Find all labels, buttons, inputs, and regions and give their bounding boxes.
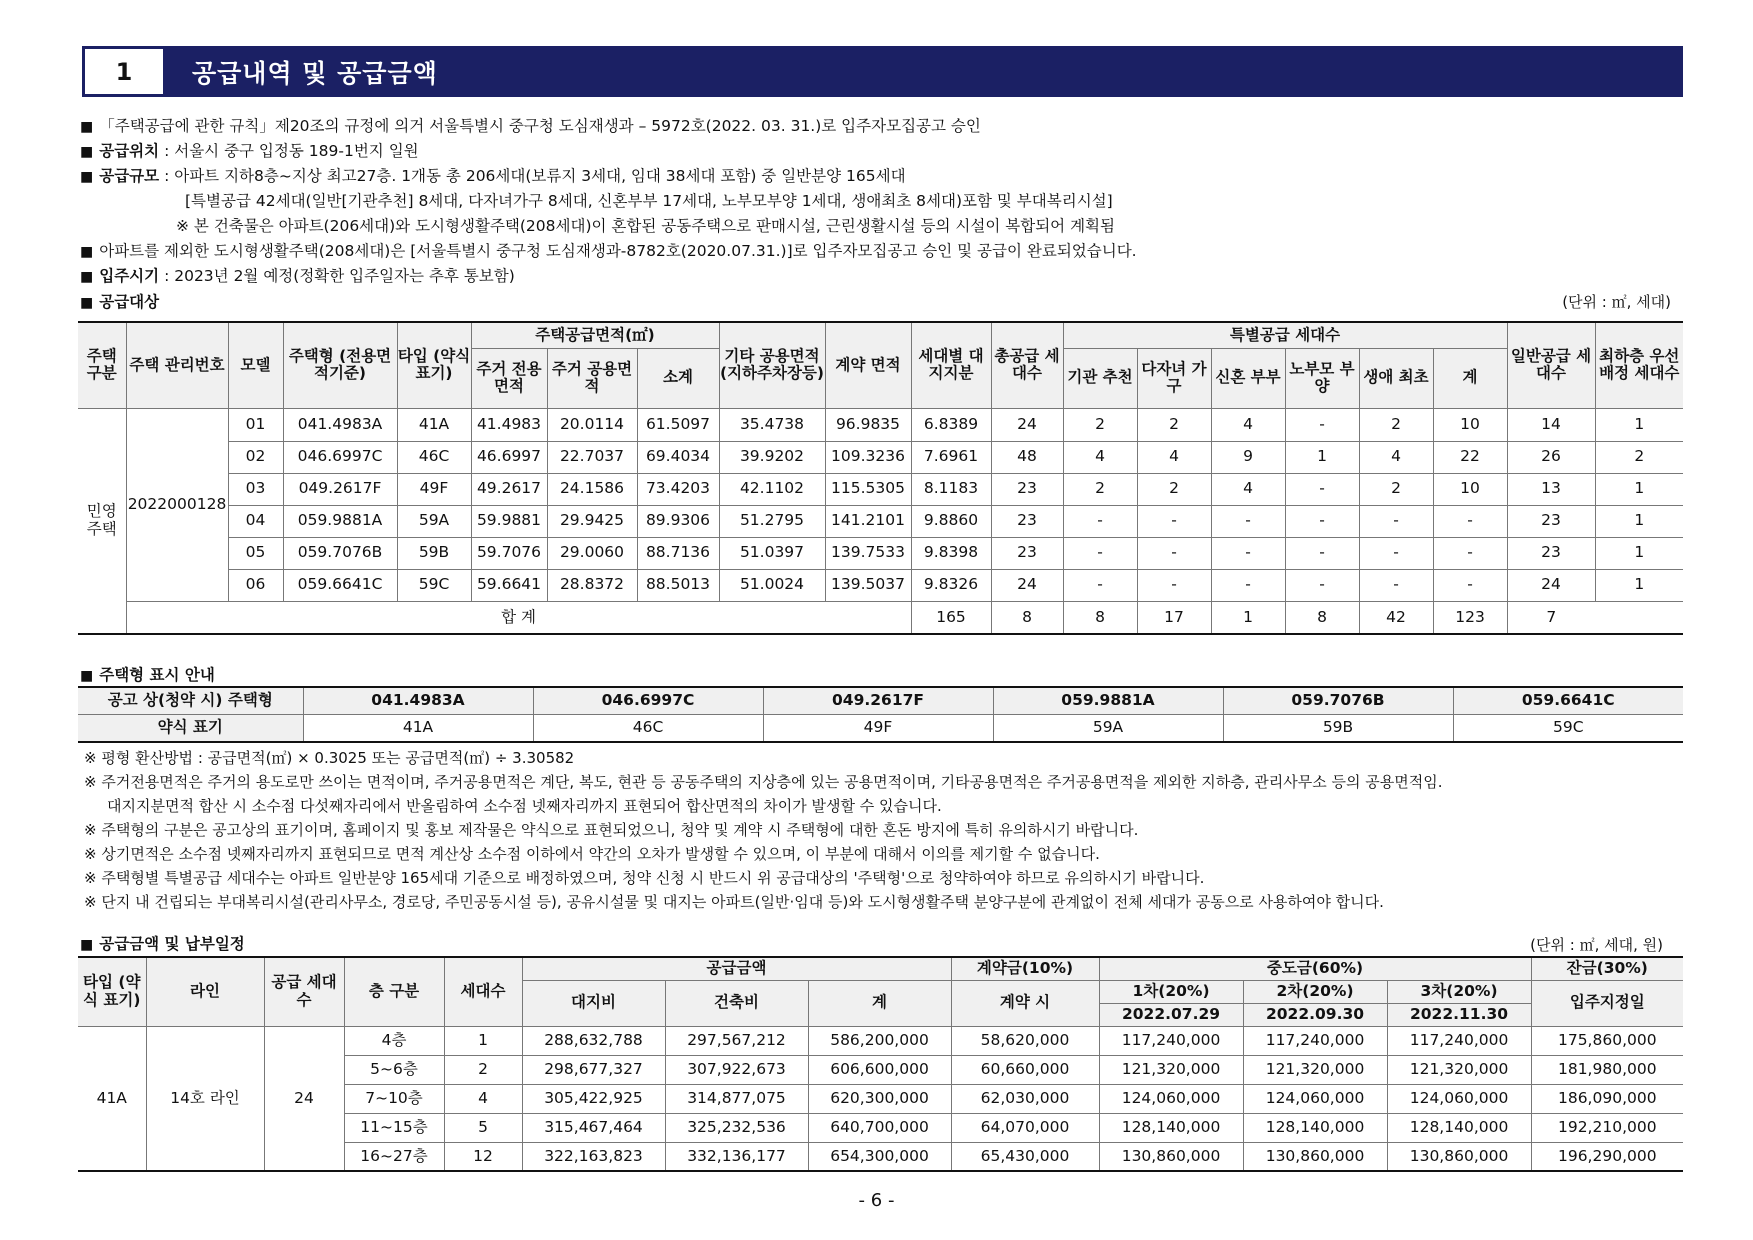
mgmt-no-cell: 2022000128 — [126, 408, 228, 601]
cell: 175,860,000 — [1531, 1026, 1683, 1055]
cell: 059.9881A — [993, 687, 1223, 715]
cell: 59C — [1453, 715, 1683, 743]
th-housing-type: 주택 구분 — [78, 322, 126, 408]
cell: 128,140,000 — [1243, 1113, 1387, 1142]
cell: 141.2101 — [825, 505, 911, 537]
cell: 1 — [1595, 537, 1683, 569]
cell: 5~6층 — [344, 1055, 444, 1084]
cell: 1 — [1595, 569, 1683, 601]
cell: - — [1137, 537, 1211, 569]
cell: 332,136,177 — [665, 1142, 808, 1171]
cell: 4 — [1211, 473, 1285, 505]
cell: 17 — [1137, 601, 1211, 634]
cell: 59A — [993, 715, 1223, 743]
cell: 117,240,000 — [1243, 1026, 1387, 1055]
cell: 59B — [1223, 715, 1453, 743]
th-middle-2: 2차(20%) — [1243, 980, 1387, 1003]
cell: 288,632,788 — [522, 1026, 665, 1055]
cell: 28.8372 — [547, 569, 637, 601]
cell: 4층 — [344, 1026, 444, 1055]
cell: 046.6997C — [533, 687, 763, 715]
cell: 59.7076 — [471, 537, 547, 569]
th-multi: 다자녀 가구 — [1137, 348, 1211, 408]
cell: 322,163,823 — [522, 1142, 665, 1171]
intro-line-2: ■ 공급위치 : 서울시 중구 입정동 189-1번지 일원 — [80, 142, 419, 160]
cell: 059.7076B — [283, 537, 397, 569]
cell: 049.2617F — [763, 687, 993, 715]
cell: 22.7037 — [547, 441, 637, 473]
cell: 42 — [1359, 601, 1433, 634]
cell: - — [1063, 537, 1137, 569]
cell: 2 — [1359, 473, 1433, 505]
cell: 41.4983 — [471, 408, 547, 441]
cell: 48 — [991, 441, 1063, 473]
section-title: 공급내역 및 공급금액 — [192, 58, 438, 88]
cell: 7 — [1507, 601, 1595, 634]
th-line: 라인 — [146, 957, 264, 1026]
table-row — [78, 441, 1683, 473]
cell: 139.5037 — [825, 569, 911, 601]
cell: 586,200,000 — [808, 1026, 951, 1055]
cell: 041.4983A — [303, 687, 533, 715]
cell: - — [1285, 569, 1359, 601]
price-title: ■ 공급금액 및 납부일정 — [80, 935, 245, 953]
table-row — [78, 473, 1683, 505]
cell: - — [1063, 505, 1137, 537]
cell: 8.1183 — [911, 473, 991, 505]
cell: 20.0114 — [547, 408, 637, 441]
square-bullet-icon: ■ — [80, 295, 94, 311]
cell: 12 — [444, 1142, 522, 1171]
page-number: - 6 - — [858, 1190, 895, 1211]
cell: 69.4034 — [637, 441, 719, 473]
th-first: 생애 최초 — [1359, 348, 1433, 408]
th-households: 세대수 — [444, 957, 522, 1026]
square-bullet-icon: ■ — [80, 269, 94, 285]
cell: 2 — [1137, 473, 1211, 505]
cell: 117,240,000 — [1387, 1026, 1531, 1055]
price-type-cell: 41A — [78, 1026, 146, 1171]
th-contract-area: 계약 면적 — [825, 322, 911, 408]
cell: 60,660,000 — [951, 1055, 1099, 1084]
intro-line-6: ■ 아파트를 제외한 도시형생활주택(208세대)은 [서울특별시 중구청 도심재생과-8782호(2020.07.31.)]로 입주자모집공고 승인 및 공급이 완료되었습니다. — [80, 242, 1137, 260]
cell: 13 — [1507, 473, 1595, 505]
cell: 23 — [991, 537, 1063, 569]
cell: 2 — [1063, 473, 1137, 505]
cell: 4 — [1063, 441, 1137, 473]
cell: 196,290,000 — [1531, 1142, 1683, 1171]
th-floor: 층 구분 — [344, 957, 444, 1026]
intro-line-7: ■ 입주시기 : 2023년 2월 예정(정확한 입주일자는 추후 통보함) — [80, 267, 515, 285]
cell: - — [1433, 569, 1507, 601]
th-total-supply: 총공급 세대수 — [991, 322, 1063, 408]
th-building-cost: 건축비 — [665, 980, 808, 1026]
table-row — [78, 569, 1683, 601]
square-bullet-icon: ■ — [80, 244, 94, 260]
cell: 2 — [1137, 408, 1211, 441]
cell: 59.6641 — [471, 569, 547, 601]
cell: - — [1285, 505, 1359, 537]
cell: 05 — [228, 537, 283, 569]
th-middle-group: 중도금(60%) — [1099, 957, 1531, 980]
th-middle-3-date: 2022.11.30 — [1387, 1003, 1531, 1026]
cell: 96.9835 — [825, 408, 911, 441]
cell: - — [1359, 537, 1433, 569]
th-middle-3: 3차(20%) — [1387, 980, 1531, 1003]
cell: 41A — [303, 715, 533, 743]
cell: - — [1433, 505, 1507, 537]
table-row — [78, 1026, 1683, 1055]
cell: - — [1211, 569, 1285, 601]
cell: 314,877,075 — [665, 1084, 808, 1113]
cell: 307,922,673 — [665, 1055, 808, 1084]
cell: 9.8398 — [911, 537, 991, 569]
th-private-area: 주거 전용면적 — [471, 348, 547, 408]
cell: 8 — [1063, 601, 1137, 634]
cell: 51.0024 — [719, 569, 825, 601]
cell: 11~15층 — [344, 1113, 444, 1142]
cell: 2 — [1359, 408, 1433, 441]
guide-row1-label: 공고 상(청약 시) 주택형 — [78, 687, 303, 715]
cell: 165 — [911, 601, 991, 634]
note-line: ※ 단지 내 건립되는 부대복리시설(관리사무소, 경로당, 주민공동시설 등), 공유시설물 및 대지는 아파트(일반·임대 등)와 도시형생활주택 분양구분에 관계없이 전체 세대가 공동으로 사용하여야 합니다. — [84, 893, 1384, 911]
cell: 1 — [1595, 473, 1683, 505]
note-line: 대지지분면적 합산 시 소수점 다섯째자리에서 반올림하여 소수점 넷째자리까지 표현되어 합산면적의 차이가 발생할 수 있습니다. — [107, 797, 942, 815]
cell: 1 — [1211, 601, 1285, 634]
cell: 24 — [991, 408, 1063, 441]
th-middle-1-date: 2022.07.29 — [1099, 1003, 1243, 1026]
cell: 192,210,000 — [1531, 1113, 1683, 1142]
th-land-share: 세대별 대지지분 — [911, 322, 991, 408]
cell: 121,320,000 — [1243, 1055, 1387, 1084]
cell: 59.9881 — [471, 505, 547, 537]
cell: 130,860,000 — [1243, 1142, 1387, 1171]
cell: 35.4738 — [719, 408, 825, 441]
cell: - — [1211, 537, 1285, 569]
cell: - — [1137, 505, 1211, 537]
cell: 1 — [1285, 441, 1359, 473]
guide-title: ■ 주택형 표시 안내 — [80, 666, 215, 684]
th-balance: 입주지정일 — [1531, 980, 1683, 1026]
cell: 42.1102 — [719, 473, 825, 505]
th-price-sum: 계 — [808, 980, 951, 1026]
th-mgmt-no: 주택 관리번호 — [126, 322, 228, 408]
cell: 117,240,000 — [1099, 1026, 1243, 1055]
cell: 26 — [1507, 441, 1595, 473]
cell: 4 — [1211, 408, 1285, 441]
cell: 2 — [1063, 408, 1137, 441]
cell: - — [1137, 569, 1211, 601]
cell: - — [1285, 408, 1359, 441]
cell: 121,320,000 — [1387, 1055, 1531, 1084]
table-row — [78, 687, 1683, 715]
th-model: 모델 — [228, 322, 283, 408]
cell: 7.6961 — [911, 441, 991, 473]
th-land-cost: 대지비 — [522, 980, 665, 1026]
th-newlywed: 신혼 부부 — [1211, 348, 1285, 408]
cell: 041.4983A — [283, 408, 397, 441]
cell: 29.9425 — [547, 505, 637, 537]
cell: - — [1285, 537, 1359, 569]
price-table — [78, 956, 1683, 1172]
cell: 124,060,000 — [1243, 1084, 1387, 1113]
cell: 315,467,464 — [522, 1113, 665, 1142]
table-row — [78, 715, 1683, 743]
cell: 03 — [228, 473, 283, 505]
th-general-supply: 일반공급 세대수 — [1507, 322, 1595, 408]
th-common-area: 주거 공용면적 — [547, 348, 637, 408]
cell: 14 — [1507, 408, 1595, 441]
cell: 640,700,000 — [808, 1113, 951, 1142]
total-row — [78, 601, 1683, 634]
cell: 130,860,000 — [1099, 1142, 1243, 1171]
th-middle-1: 1차(20%) — [1099, 980, 1243, 1003]
cell: - — [1359, 505, 1433, 537]
table-row — [78, 408, 1683, 441]
square-bullet-icon: ■ — [80, 144, 94, 160]
intro-line-3: ■ 공급규모 : 아파트 지하8층~지상 최고27층. 1개동 총 206세대(보류지 3세대, 임대 38세대 포함) 중 일반분양 165세대 — [80, 167, 906, 185]
cell: 29.0060 — [547, 537, 637, 569]
unit-label-1: (단위 : ㎡, 세대) — [1562, 293, 1671, 311]
section-header — [82, 46, 1683, 97]
cell: 059.7076B — [1223, 687, 1453, 715]
cell: 1 — [444, 1026, 522, 1055]
cell: 059.6641C — [1453, 687, 1683, 715]
cell: 4 — [1359, 441, 1433, 473]
cell: 59C — [397, 569, 471, 601]
cell: 46.6997 — [471, 441, 547, 473]
cell: - — [1285, 473, 1359, 505]
cell: 23 — [991, 505, 1063, 537]
price-supply-cell: 24 — [264, 1026, 344, 1171]
cell: 01 — [228, 408, 283, 441]
type-guide-table — [78, 686, 1683, 743]
table-row — [78, 537, 1683, 569]
th-lowest-floor: 최하층 우선배정 세대수 — [1595, 322, 1683, 408]
cell: 4 — [1137, 441, 1211, 473]
cell: 123 — [1433, 601, 1507, 634]
cell: 58,620,000 — [951, 1026, 1099, 1055]
cell: 1 — [1595, 505, 1683, 537]
cell: 51.0397 — [719, 537, 825, 569]
cell: 2 — [444, 1055, 522, 1084]
cell: 9.8860 — [911, 505, 991, 537]
cell: 59A — [397, 505, 471, 537]
cell: 186,090,000 — [1531, 1084, 1683, 1113]
cell: 049.2617F — [283, 473, 397, 505]
cell: 139.7533 — [825, 537, 911, 569]
cell: 4 — [444, 1084, 522, 1113]
th-special-group: 특별공급 세대수 — [1063, 322, 1507, 348]
cell: 02 — [228, 441, 283, 473]
cell: 06 — [228, 569, 283, 601]
cell: 297,567,212 — [665, 1026, 808, 1055]
cell: 46C — [397, 441, 471, 473]
th-price-type: 타입 (약식 표기) — [78, 957, 146, 1026]
housing-type-cell: 민영 주택 — [78, 408, 126, 634]
th-area-group: 주택공급면적(㎡) — [471, 322, 719, 348]
cell: 124,060,000 — [1387, 1084, 1531, 1113]
th-htype: 주택형 (전용면적기준) — [283, 322, 397, 408]
cell: 88.5013 — [637, 569, 719, 601]
cell: 51.2795 — [719, 505, 825, 537]
note-line: ※ 주거전용면적은 주거의 용도로만 쓰이는 면적이며, 주거공용면적은 계단, 복도, 현관 등 공동주택의 지상층에 있는 공용면적이며, 기타공용면적은 주거공용면적을 제외한 지하층, 관리사무소 등의 공용면적임. — [84, 773, 1443, 791]
cell: 325,232,536 — [665, 1113, 808, 1142]
cell: 89.9306 — [637, 505, 719, 537]
cell: 124,060,000 — [1099, 1084, 1243, 1113]
unit-label-2: (단위 : ㎡, 세대, 원) — [1530, 936, 1663, 954]
cell: 16~27층 — [344, 1142, 444, 1171]
cell: 59B — [397, 537, 471, 569]
cell: 49F — [397, 473, 471, 505]
cell: 181,980,000 — [1531, 1055, 1683, 1084]
th-subtotal: 소계 — [637, 348, 719, 408]
cell: 128,140,000 — [1099, 1113, 1243, 1142]
cell: 2 — [1595, 441, 1683, 473]
cell: 22 — [1433, 441, 1507, 473]
intro-line-4: [특별공급 42세대(일반[기관추천] 8세대, 다자녀가구 8세대, 신혼부부 17세대, 노부모부양 1세대, 생애최초 8세대)포함 및 부대복리시설] — [185, 192, 1113, 210]
cell: - — [1359, 569, 1433, 601]
note-line: ※ 평형 환산방법 : 공급면적(㎡) × 0.3025 또는 공급면적(㎡) ÷ 3.30582 — [84, 749, 575, 767]
cell: 130,860,000 — [1387, 1142, 1531, 1171]
cell: 23 — [991, 473, 1063, 505]
square-bullet-icon: ■ — [80, 668, 94, 684]
cell: - — [1433, 537, 1507, 569]
square-bullet-icon: ■ — [80, 169, 94, 185]
note-line: ※ 주택형별 특별공급 세대수는 아파트 일반분양 165세대 기준으로 배정하였으며, 청약 신청 시 반드시 위 공급대상의 '주택형'으로 청약하여야 하므로 유의하시기 바랍니다. — [84, 869, 1205, 887]
cell: 115.5305 — [825, 473, 911, 505]
th-balance-group: 잔금(30%) — [1531, 957, 1683, 980]
th-type: 타입 (약식 표기) — [397, 322, 471, 408]
cell: 23 — [1507, 505, 1595, 537]
price-line-cell: 14호 라인 — [146, 1026, 264, 1171]
cell: 9 — [1211, 441, 1285, 473]
cell: 121,320,000 — [1099, 1055, 1243, 1084]
th-middle-2-date: 2022.09.30 — [1243, 1003, 1387, 1026]
cell: 49F — [763, 715, 993, 743]
cell: 10 — [1433, 408, 1507, 441]
note-line: ※ 주택형의 구분은 공고상의 표기이며, 홈페이지 및 홍보 제작물은 약식으로 표현되었으니, 청약 및 계약 시 주택형에 대한 혼돈 방지에 특히 유의하시기 바랍니다. — [84, 821, 1139, 839]
section-number: 1 — [84, 48, 164, 95]
cell: 24 — [1507, 569, 1595, 601]
square-bullet-icon: ■ — [80, 937, 94, 953]
th-amount-group: 공급금액 — [522, 957, 951, 980]
cell: 8 — [1285, 601, 1359, 634]
th-other-area: 기타 공용면적 (지하주차장등) — [719, 322, 825, 408]
cell: 654,300,000 — [808, 1142, 951, 1171]
cell: 65,430,000 — [951, 1142, 1099, 1171]
cell: 04 — [228, 505, 283, 537]
cell: 046.6997C — [283, 441, 397, 473]
cell: 62,030,000 — [951, 1084, 1099, 1113]
cell: 9.8326 — [911, 569, 991, 601]
cell: 46C — [533, 715, 763, 743]
note-line: ※ 상기면적은 소수점 넷째자리까지 표현되므로 면적 계산상 소수점 이하에서 약간의 오차가 발생할 수 있으며, 이 부분에 대해서 이의를 제기할 수 없습니다. — [84, 845, 1100, 863]
cell: 059.9881A — [283, 505, 397, 537]
th-inst: 기관 추천 — [1063, 348, 1137, 408]
cell: 128,140,000 — [1387, 1113, 1531, 1142]
cell: 620,300,000 — [808, 1084, 951, 1113]
total-label: 합 계 — [126, 601, 911, 634]
th-elder: 노부모 부양 — [1285, 348, 1359, 408]
intro-line-1: ■ 「주택공급에 관한 규칙」제20조의 규정에 의거 서울특별시 중구청 도심재생과 – 5972호(2022. 03. 31.)로 입주자모집공고 승인 — [80, 117, 981, 135]
cell: 24.1586 — [547, 473, 637, 505]
table-row — [78, 505, 1683, 537]
cell: 1 — [1595, 408, 1683, 441]
cell: 24 — [991, 569, 1063, 601]
cell: 059.6641C — [283, 569, 397, 601]
square-bullet-icon: ■ — [80, 119, 94, 135]
cell: 305,422,925 — [522, 1084, 665, 1113]
cell: 88.7136 — [637, 537, 719, 569]
cell: 6.8389 — [911, 408, 991, 441]
cell: 64,070,000 — [951, 1113, 1099, 1142]
cell: 49.2617 — [471, 473, 547, 505]
cell: 41A — [397, 408, 471, 441]
th-deposit-group: 계약금(10%) — [951, 957, 1099, 980]
supply-target-title: ■ 공급대상 — [80, 293, 160, 311]
th-special-sum: 계 — [1433, 348, 1507, 408]
cell: 10 — [1433, 473, 1507, 505]
cell: 73.4203 — [637, 473, 719, 505]
intro-line-5: ※ 본 건축물은 아파트(206세대)와 도시형생활주택(208세대)이 혼합된 공동주택으로 판매시설, 근린생활시설 등의 시설이 복합되어 계획됨 — [176, 217, 1115, 235]
th-deposit: 계약 시 — [951, 980, 1099, 1026]
cell: - — [1063, 569, 1137, 601]
guide-row2-label: 약식 표기 — [78, 715, 303, 743]
cell: - — [1211, 505, 1285, 537]
supply-table — [78, 321, 1683, 635]
cell: 298,677,327 — [522, 1055, 665, 1084]
cell: 7~10층 — [344, 1084, 444, 1113]
cell: 61.5097 — [637, 408, 719, 441]
cell: 109.3236 — [825, 441, 911, 473]
cell: 39.9202 — [719, 441, 825, 473]
cell: 606,600,000 — [808, 1055, 951, 1084]
cell: 23 — [1507, 537, 1595, 569]
cell: 8 — [991, 601, 1063, 634]
cell: 5 — [444, 1113, 522, 1142]
th-supply-count: 공급 세대수 — [264, 957, 344, 1026]
